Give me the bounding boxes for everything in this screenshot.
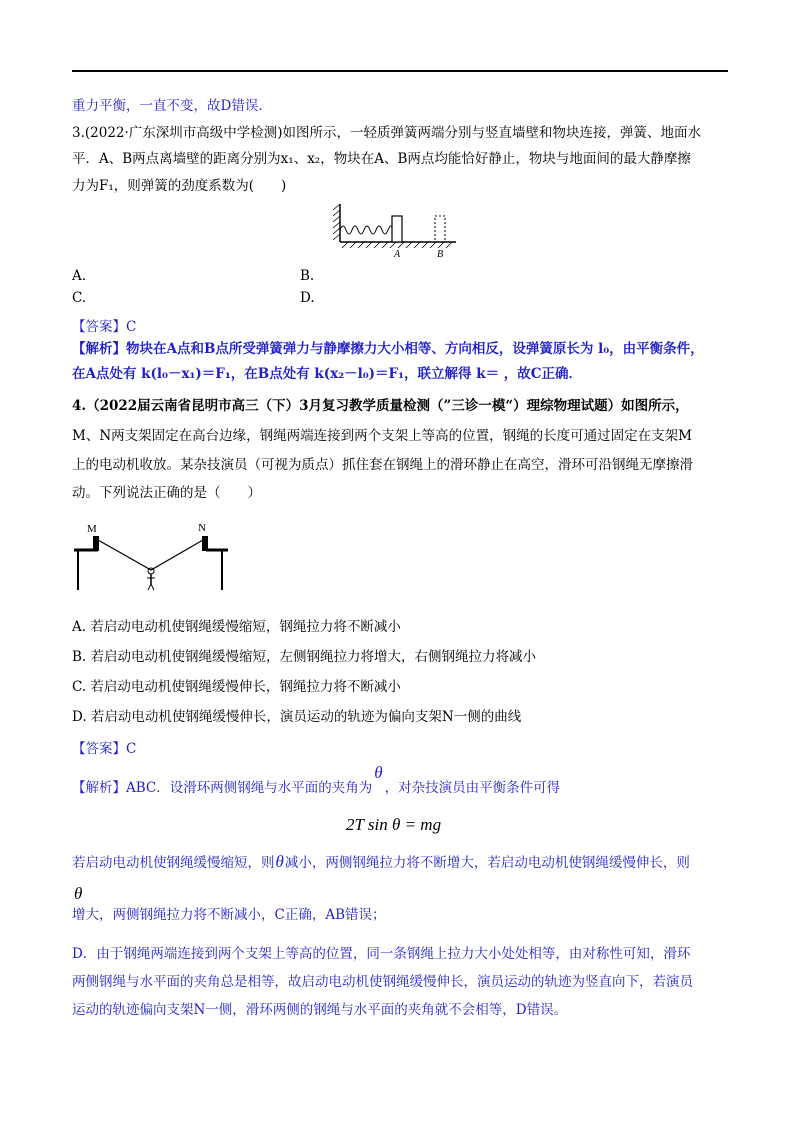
q4-line-3: 上的电动机收放。某杂技演员（可视为质点）抓住套在钢绳上的滑环静止在高空，滑环可沿钢绳无摩擦滑 [72, 457, 693, 473]
q3-option-a: A. [72, 268, 87, 284]
q3-option-c: C. [72, 290, 87, 306]
q4-analysis-d-1: D．由于钢绳两端连接到两个支架上等高的位置，同一条钢绳上拉力大小处处相等，由对称性可知，滑环 [72, 946, 691, 962]
q3-option-b: B. [300, 268, 315, 284]
q4-analysis-intro [72, 763, 561, 798]
fig-label-n: N [198, 522, 206, 534]
q3-answer: 【答案】C [72, 319, 137, 335]
q4-option-d: D. 若启动电动机使钢绳缓慢伸长，演员运动的轨迹为偏向支架N一侧的曲线 [72, 709, 522, 725]
q4-option-a: A. 若启动电动机使钢绳缓慢缩短，钢绳拉力将不断减小 [72, 619, 401, 635]
theta-symbol: θ [374, 763, 383, 782]
q4-option-c: C. 若启动电动机使钢绳缓慢伸长，钢绳拉力将不断减小 [72, 679, 401, 695]
theta-symbol: θ [275, 852, 284, 871]
rope-acrobat-figure [72, 518, 232, 596]
q4-line-2: M、N两支架固定在高台边缘，钢绳两端连接到两个支架上等高的位置，钢绳的长度可通过固定在支架M [72, 428, 692, 444]
q3-option-d: D. [300, 290, 315, 306]
header-rule [72, 70, 728, 72]
q4-line-4: 动。下列说法正确的是（ ） [72, 485, 261, 501]
q4-analysis-d-3: 运动的轨迹偏向支架N一侧，滑环两侧的钢绳与水平面的夹角就不会相等，D错误。 [72, 1002, 568, 1018]
q4-analysis-d-2: 两侧钢绳与水平面的夹角总是相等，故启动电动机使钢绳缓慢伸长，演员运动的轨迹为竖直向下，若演员 [72, 974, 693, 990]
equilibrium-formula: 2T sin θ = mg [346, 815, 442, 834]
q4-option-b: B. 若启动电动机使钢绳缓慢缩短，左侧钢绳拉力将增大，右侧钢绳拉力将减小 [72, 649, 537, 665]
q3-analysis-1: 【解析】物块在A点和B点所受弹簧弹力与静摩擦力大小相等、方向相反，设弹簧原长为 l₀，由平衡条件， [72, 341, 704, 357]
q4-analysis-intro-text: 【解析】ABC．设滑环两侧钢绳与水平面的夹角为 [72, 780, 373, 796]
q3-line-3: 力为F₁，则弹簧的劲度系数为( ) [72, 178, 287, 194]
q4-analysis-shorten-b: 减小，两侧钢绳拉力将不断增大，若启动电动机使钢绳缓慢伸长，则 [284, 855, 690, 871]
prev-answer-tail: 重力平衡，一直不变，故D错误． [72, 98, 272, 114]
q4-analysis-shorten-a: 若启动电动机使钢绳缓慢缩短，则 [72, 855, 275, 871]
q3-line-2: 平．A、B两点离墙壁的距离分别为x₁、x₂，物块在A、B两点均能恰好静止，物块与地面间的最大静摩擦 [72, 151, 691, 167]
q4-answer: 【答案】C [72, 741, 137, 757]
q3-analysis-2: 在A点处有 k(l₀－x₁)＝F₁，在B点处有 k(x₂－l₀)＝F₁，联立解得 k＝ ，故C正确． [72, 366, 583, 382]
spring-block-figure [330, 202, 460, 262]
fig-label-a: A [394, 249, 401, 260]
q4-analysis-intro-text-2: ，对杂技演员由平衡条件可得 [384, 780, 561, 796]
fig-label-m: M [87, 523, 97, 535]
theta-symbol: θ [74, 884, 83, 903]
q4-analysis-lengthen: 增大，两侧钢绳拉力将不断减小，C正确，AB错误； [72, 907, 386, 923]
q4-line-1: 4.（2022届云南省昆明市高三（下）3月复习教学质量检测（”三诊一模“）理综物理试题）如图所示， [72, 398, 689, 414]
fig-label-b: B [437, 249, 444, 260]
q3-line-1: 3.(2022·广东深圳市高级中学检测)如图所示，一轻质弹簧两端分别与竖直墙壁和物块连接，弹簧、地面水 [72, 125, 702, 141]
q4-analysis-shorten [72, 852, 690, 873]
